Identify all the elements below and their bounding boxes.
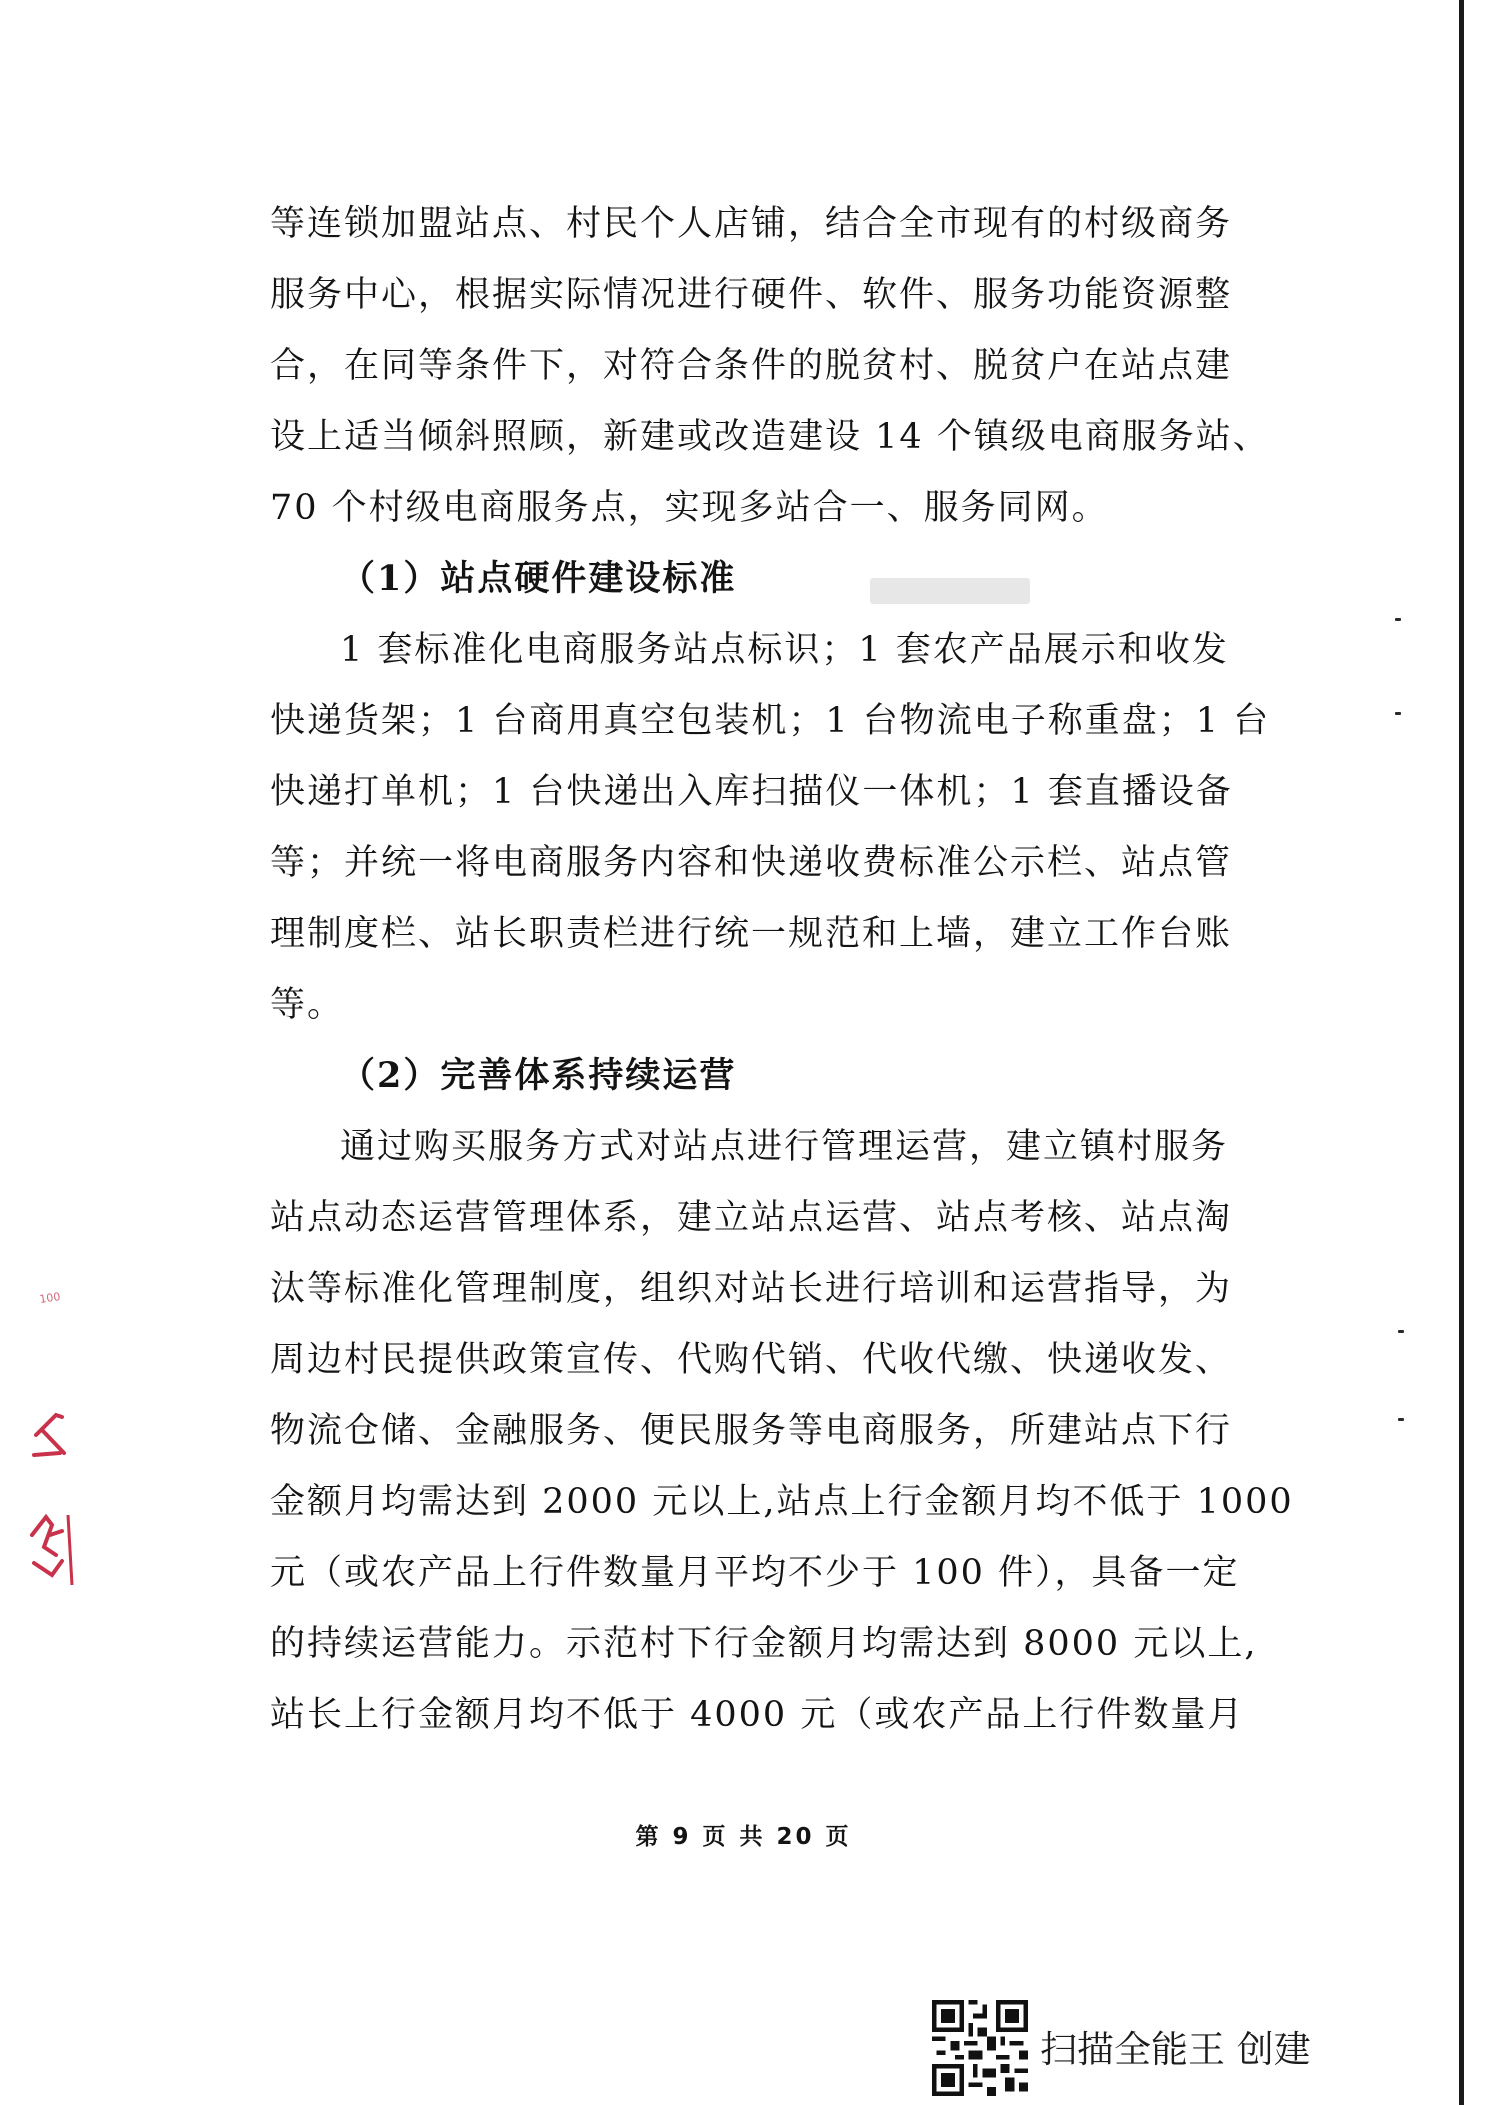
text-line: 等；并统一将电商服务内容和快递收费标准公示栏、站点管 bbox=[270, 843, 1233, 883]
text-line: 服务中心，根据实际情况进行硬件、软件、服务功能资源整 bbox=[270, 275, 1233, 315]
text-line: 站点动态运营管理体系，建立站点运营、站点考核、站点淘 bbox=[270, 1198, 1233, 1238]
text-line: 设上适当倾斜照顾，新建或改造建设 14 个镇级电商服务站、 bbox=[270, 417, 1270, 457]
scan-speck bbox=[1395, 618, 1401, 621]
text-line: 金额月均需达到 2000 元以上,站点上行金额月均不低于 1000 bbox=[270, 1482, 1294, 1522]
text-line: 站长上行金额月均不低于 4000 元（或农产品上行件数量月 bbox=[270, 1695, 1245, 1735]
section-heading: （1）站点硬件建设标准 bbox=[340, 558, 737, 599]
text-line: 70 个村级电商服务点，实现多站合一、服务同网。 bbox=[270, 488, 1109, 528]
text-line: 等连锁加盟站点、村民个人店铺，结合全市现有的村级商务 bbox=[270, 204, 1233, 244]
text-line: 物流仓储、金融服务、便民服务等电商服务，所建站点下行 bbox=[270, 1411, 1233, 1451]
seal-stamp-fragment bbox=[22, 1285, 82, 1615]
section-heading: （2）完善体系持续运营 bbox=[340, 1055, 737, 1096]
text-line: 理制度栏、站长职责栏进行统一规范和上墙，建立工作台账 bbox=[270, 914, 1233, 954]
text-line: 的持续运营能力。示范村下行金额月均需达到 8000 元以上, bbox=[270, 1624, 1258, 1664]
text-line: 1 套标准化电商服务站点标识；1 套农产品展示和收发 bbox=[340, 630, 1229, 670]
scanner-watermark: 扫描全能王 创建 bbox=[1040, 2028, 1311, 2071]
scan-speck bbox=[1398, 1330, 1404, 1333]
text-line: 周边村民提供政策宣传、代购代销、代收代缴、快递收发、 bbox=[270, 1340, 1233, 1380]
text-line: 元（或农产品上行件数量月平均不少于 100 件），具备一定 bbox=[270, 1553, 1240, 1593]
scan-edge-line bbox=[1459, 0, 1464, 2105]
text-line: 等。 bbox=[270, 985, 345, 1025]
page-number: 第 9 页 共 20 页 bbox=[635, 1824, 852, 1850]
scan-speck bbox=[1398, 1418, 1404, 1421]
stamp-number: 100 bbox=[38, 1290, 62, 1306]
text-line: 快递打单机；1 台快递出入库扫描仪一体机；1 套直播设备 bbox=[270, 772, 1233, 812]
qr-code-icon bbox=[932, 2000, 1028, 2096]
text-line: 快递货架；1 台商用真空包装机；1 台物流电子称重盘；1 台 bbox=[270, 701, 1271, 741]
text-line: 合，在同等条件下，对符合条件的脱贫村、脱贫户在站点建 bbox=[270, 346, 1233, 386]
text-line: 汰等标准化管理制度，组织对站长进行培训和运营指导，为 bbox=[270, 1269, 1233, 1309]
scan-speck bbox=[1395, 712, 1401, 715]
text-line: 通过购买服务方式对站点进行管理运营，建立镇村服务 bbox=[340, 1127, 1229, 1167]
